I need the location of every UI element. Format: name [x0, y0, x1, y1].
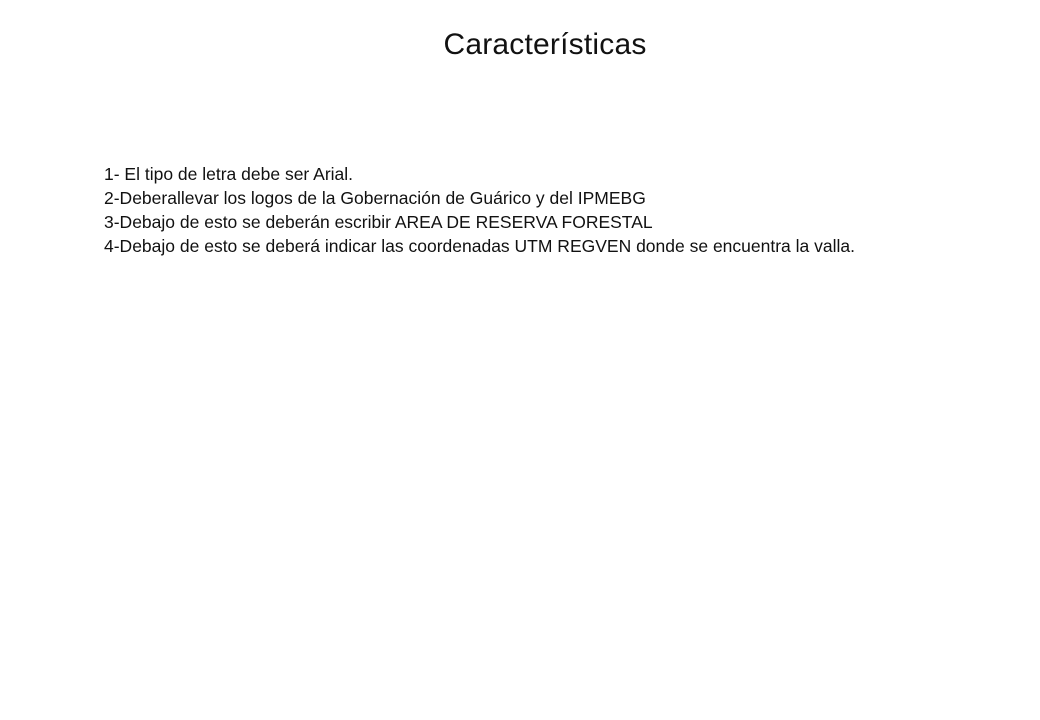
requirements-list — [104, 162, 1004, 258]
requirement-item-1: 1- El tipo de letra debe ser Arial. — [104, 164, 354, 184]
requirement-item-2: 2-Deberallevar los logos de la Gobernación de Guárico y del IPMEBG — [104, 188, 646, 208]
slide-title: Características — [443, 28, 647, 61]
requirement-item-3: 3-Debajo de esto se deberán escribir AREA DE RESERVA FORESTAL — [104, 212, 653, 232]
requirement-item-4: 4-Debajo de esto se deberá indicar las coordenadas UTM REGVEN donde se encuentra la valla. — [104, 236, 855, 256]
